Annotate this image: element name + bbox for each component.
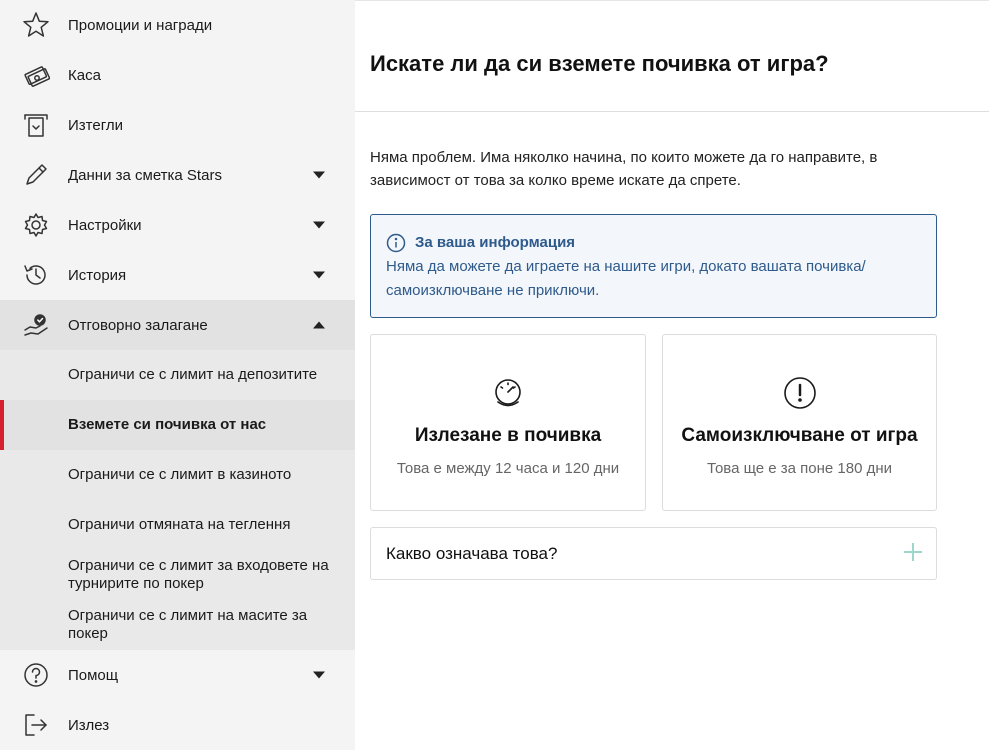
- sidebar-item-cashier[interactable]: [0, 50, 355, 100]
- help-icon: [22, 661, 50, 689]
- sidebar-item-help[interactable]: [0, 650, 355, 700]
- sidebar-item-label: Излез: [68, 716, 110, 734]
- submenu-item-label: Ограничи се с лимит за входовете на турнирите по покер: [68, 557, 329, 592]
- sidebar-item-label: История: [68, 266, 127, 284]
- logout-icon: [22, 711, 50, 739]
- submenu-item-casino-limit[interactable]: [0, 450, 355, 500]
- sidebar-item-label: Настройки: [68, 216, 142, 234]
- submenu-item-withdrawal-reversal[interactable]: [0, 500, 355, 550]
- main-content: [355, 0, 989, 750]
- card-subtitle: Това е между 12 часа и 120 дни: [396, 460, 620, 477]
- submenu-item-label: Ограничи се с лимит на депозитите: [68, 366, 318, 383]
- history-icon: [22, 261, 50, 289]
- pencil-icon: [22, 161, 50, 189]
- star-icon: [22, 11, 50, 39]
- chevron-down-icon[interactable]: [313, 172, 325, 179]
- faq-accordion[interactable]: [370, 527, 937, 580]
- chevron-up-icon[interactable]: [313, 322, 325, 329]
- submenu-item-tournament-limit[interactable]: [0, 550, 355, 600]
- sidebar-item-label: Промоции и награди: [68, 16, 213, 34]
- faq-label: Какво означава това?: [386, 544, 558, 563]
- withdraw-icon: [22, 111, 50, 139]
- submenu-item-poker-table-limit[interactable]: [0, 600, 355, 650]
- responsible-gaming-submenu: [0, 350, 355, 650]
- exclamation-icon: [782, 375, 818, 411]
- card-subtitle: Това ще е за поне 180 дни: [706, 460, 893, 477]
- sidebar-item-account-data[interactable]: [0, 150, 355, 200]
- sidebar-item-label: Данни за сметка Stars: [68, 166, 222, 184]
- cash-icon: [22, 61, 50, 89]
- submenu-item-label: Ограничи се с лимит в казиното: [68, 466, 292, 483]
- info-text: Няма да можете да играете на нашите игри, докато вашата почивка/ самоизключване не приключи.: [386, 258, 866, 299]
- sidebar-item-label: Помощ: [68, 666, 119, 684]
- submenu-item-label: Ограничи се с лимит на масите за покер: [68, 607, 308, 642]
- submenu-item-take-a-break[interactable]: [0, 400, 355, 450]
- sidebar-item-history[interactable]: [0, 250, 355, 300]
- submenu-item-label: Ограничи отмяната на теглення: [68, 516, 291, 533]
- divider: [355, 111, 989, 112]
- intro-text: Няма проблем. Има няколко начина, по които можете да го направите, в зависимост от това за колко време искате да спрете.: [370, 149, 878, 189]
- sidebar-item-settings[interactable]: [0, 200, 355, 250]
- chevron-down-icon[interactable]: [313, 222, 325, 229]
- info-icon: [386, 233, 406, 253]
- chevron-down-icon[interactable]: [313, 672, 325, 679]
- take-a-break-card[interactable]: [370, 334, 646, 511]
- timer-icon: [490, 375, 526, 411]
- info-box: [370, 214, 937, 318]
- submenu-item-deposit-limit[interactable]: [0, 350, 355, 400]
- sidebar-item-label: Каса: [68, 66, 101, 84]
- info-title: За ваша информация: [415, 234, 576, 251]
- responsible-gaming-icon: [22, 311, 50, 339]
- chevron-down-icon[interactable]: [313, 272, 325, 279]
- gear-icon: [22, 211, 50, 239]
- plus-icon[interactable]: [904, 543, 922, 561]
- sidebar-item-label: Отговорно залагане: [68, 316, 208, 334]
- card-title: Излезане в почивка: [414, 425, 602, 446]
- sidebar-item-label: Изтегли: [68, 116, 123, 134]
- sidebar-item-promotions[interactable]: [0, 0, 355, 50]
- sidebar-item-logout[interactable]: [0, 700, 355, 750]
- sidebar-item-responsible-gaming[interactable]: [0, 300, 355, 350]
- submenu-item-label: Вземете си почивка от нас: [68, 416, 267, 433]
- page-title: Искате ли да си вземете почивка от игра?: [370, 51, 829, 76]
- card-title: Самоизключване от игра: [681, 425, 918, 446]
- self-exclusion-card[interactable]: [662, 334, 937, 511]
- sidebar-item-withdraw[interactable]: [0, 100, 355, 150]
- sidebar: [0, 0, 355, 750]
